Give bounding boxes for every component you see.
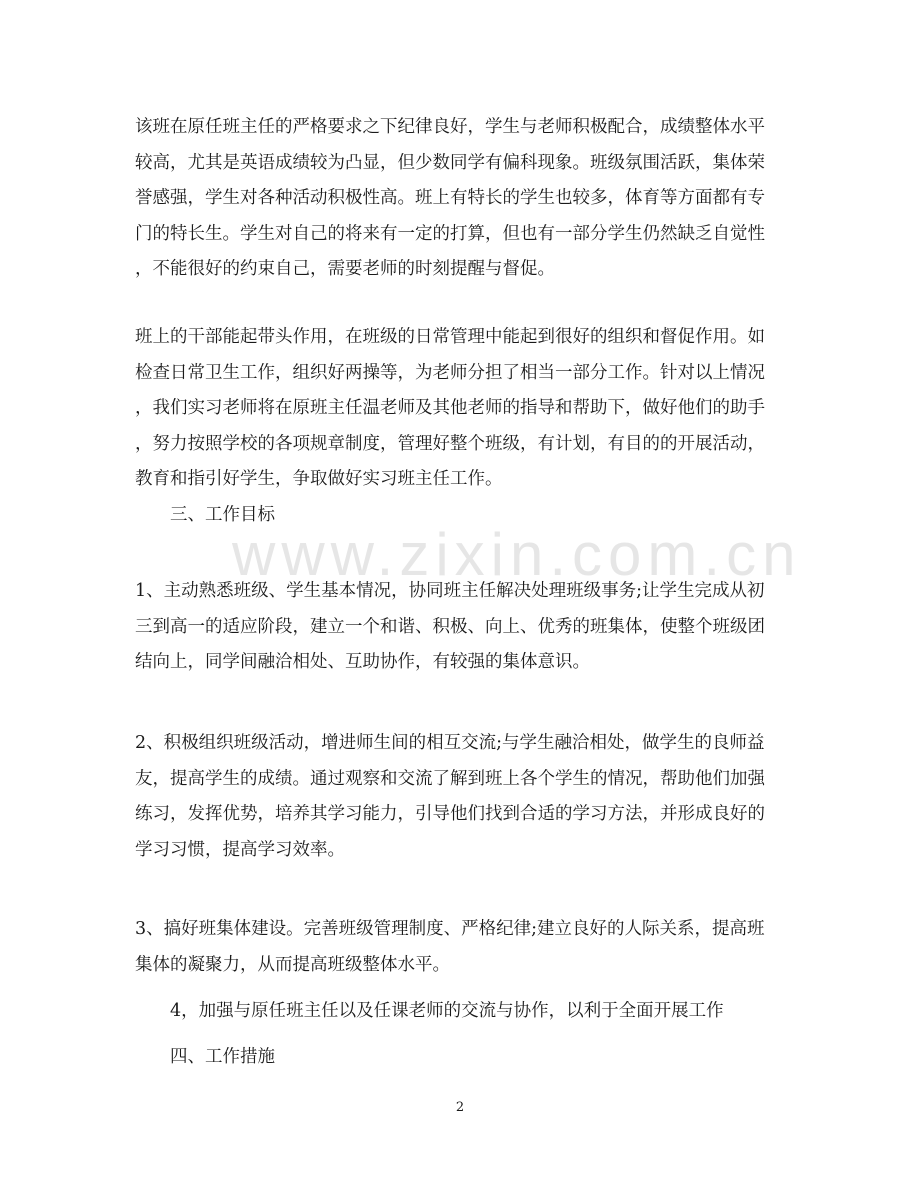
paragraph-class-overview <box>135 110 785 288</box>
text-line: 检查日常卫生工作，组织好两操等，为老师分担了相当一部分工作。针对以上情况 <box>135 362 765 383</box>
section-heading-work-goals: 三、工作目标 <box>170 505 275 525</box>
text-line: ，我们实习老师将在原班主任温老师及其他老师的指导和帮助下，做好他们的助手 <box>135 398 765 418</box>
text-line: 2、积极组织班级活动，增进师生间的相互交流;与学生融洽相处，做学生的良师益 <box>135 733 765 753</box>
paragraph-class-cadres <box>135 320 785 498</box>
text-line: 练习，发挥优势，培养其学习能力，引导他们找到合适的学习方法，并形成良好的 <box>135 804 765 824</box>
text-line: 该班在原任班主任的严格要求之下纪律良好，学生与老师积极配合，成绩整体水平 <box>135 117 765 137</box>
text-line: 结向上，同学间融洽相处、互助协作，有较强的集体意识。 <box>135 652 590 672</box>
paragraph-goal-2 <box>135 726 785 868</box>
text-line: 誉感强，学生对各种活动积极性高。班上有特长的学生也较多，体育等方面都有专 <box>135 188 765 208</box>
text-line: 三到高一的适应阶段，建立一个和谐、积极、向上、优秀的班集体，使整个班级团 <box>135 616 765 637</box>
text-line: 学习习惯，提高学习效率。 <box>135 839 345 860</box>
page-number: 2 <box>455 1100 465 1115</box>
text-line: 集体的凝聚力，从而提高班级整体水平。 <box>135 954 450 975</box>
text-line: 班上的干部能起带头作用，在班级的日常管理中能起到很好的组织和督促作用。如 <box>135 327 765 347</box>
text-line: 3、搞好班集体建设。完善班级管理制度、严格纪律;建立良好的人际关系，提高班 <box>135 919 765 939</box>
paragraph-goal-4: 4，加强与原任班主任以及任课老师的交流与协作，以利于全面开展工作 <box>170 1001 724 1021</box>
text-line: ，努力按照学校的各项规章制度，管理好整个班级，有计划，有目的的开展活动， <box>135 433 765 454</box>
section-heading-work-measures: 四、工作措施 <box>170 1047 275 1067</box>
text-line: ，不能很好的约束自己，需要老师的时刻提醒与督促。 <box>135 259 555 279</box>
text-line: 教育和指引好学生，争取做好实习班主任工作。 <box>135 469 503 489</box>
text-line: 门的特长生。学生对自己的将来有一定的打算，但也有一部分学生仍然缺乏自觉性 <box>135 223 765 244</box>
watermark: www.zixin.com.cn <box>232 521 802 588</box>
text-line: 友，提高学生的成绩。通过观察和交流了解到班上各个学生的情况，帮助他们加强 <box>135 768 765 789</box>
paragraph-goal-3 <box>135 912 785 983</box>
text-line: 较高，尤其是英语成绩较为凸显，但少数同学有偏科现象。班级氛围活跃，集体荣 <box>135 152 765 173</box>
paragraph-goal-1 <box>135 574 785 681</box>
text-line: 1、主动熟悉班级、学生基本情况，协同班主任解决处理班级事务;让学生完成从初 <box>135 581 765 601</box>
